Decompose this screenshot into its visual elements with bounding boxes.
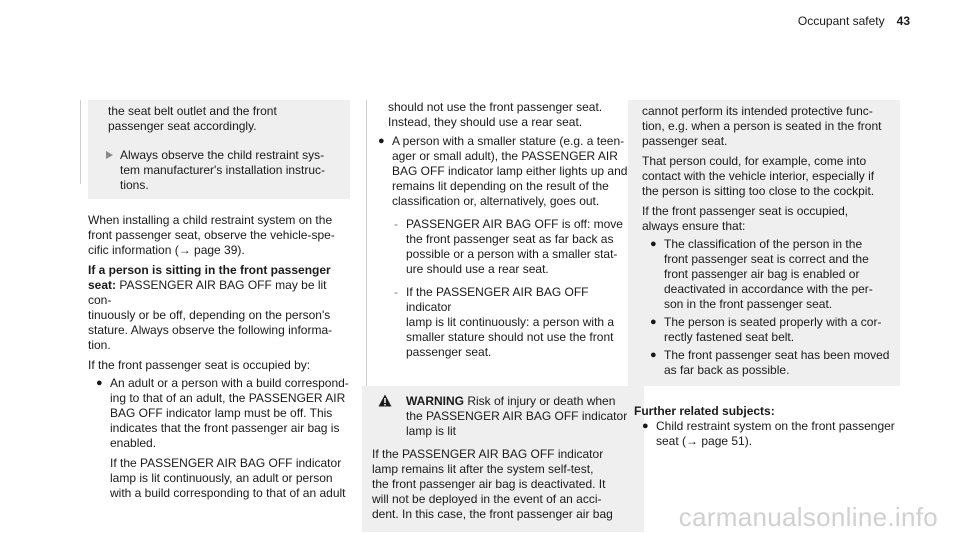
instruction-continuation: the seat belt outlet and the front passenger seat accordingly.	[108, 104, 277, 133]
sub-list-item: - PASSENGER AIR BAG OFF is off: move the front passenger seat as far back as possible or a person with a smaller stat- ure should use a rear seat.	[394, 217, 623, 276]
further-subjects-title: Further related subjects:	[634, 404, 775, 418]
warning-box-continuation	[628, 100, 900, 386]
warning-box	[362, 386, 644, 532]
further-subjects	[634, 404, 900, 449]
list-item: ● A person with a smaller stature (e.g. a teen- ager or small adult), the PASSENGER AIR BAG OFF indicator lamp either lights up and remains lit depending on the result of the classification or, alternatively, goes out. - PASSENGER AIR BAG OFF is off: move the front passenger seat as far back as possible or a person with a smaller stat- ure should use a rear seat. - If the PASSENGER AIR BAG OFF indicator lamp is lit continuously: a person with a smaller stature should not use the front passenger seat.	[370, 134, 632, 360]
list-item-subparagraph: If the PASSENGER AIR BAG OFF indicator lamp is lit continuously, an adult or person with a build corresponding to that of an adult	[110, 456, 346, 500]
bullet-icon: ●	[650, 316, 657, 328]
bullet-icon: ●	[642, 420, 649, 432]
triangle-right-icon	[106, 151, 113, 159]
list-item: ● The front passenger seat has been moved as far back as possible.	[650, 348, 890, 377]
section-title: Occupant safety	[797, 14, 885, 28]
paragraph-install: When installing a child restraint system on the front passenger seat, observe the vehicle-spe- cific information (→ page 39).	[88, 213, 335, 257]
bullet-icon: ●	[378, 135, 385, 147]
column-3	[634, 100, 900, 449]
warning-triangle-icon	[378, 394, 392, 407]
column-divider	[366, 100, 367, 430]
dash-icon: -	[394, 285, 398, 299]
instruction-step	[108, 148, 340, 193]
list-item: ● An adult or a person with a build correspond- ing to that of an adult, the PASSENGER AIR BAG OFF indicator lamp must be off. This indicates that the front passenger air bag is enabled. If the PASSENGER AIR BAG OFF indicator lamp is lit continuously, an adult or person with a build corresponding to that of an adult	[96, 376, 349, 500]
instruction-step-text: Always observe the child restraint sys- tem manufacturer's installation instruc- tions.	[120, 148, 326, 192]
paragraph-occupied-by: If the front passenger seat is occupied by:	[88, 358, 311, 372]
bullet-icon: ●	[96, 377, 103, 389]
instruction-box	[88, 100, 350, 199]
warning-text: If the PASSENGER AIR BAG OFF indicator lamp remains lit after the system self-test, the front passenger air bag is deactivated. It will not be deployed in the event of an acci- dent. In this case, the front passenger air bag	[372, 447, 613, 521]
sub-list-item: - If the PASSENGER AIR BAG OFF indicator lamp is lit continuously: a person with a smaller stature should not use the front passenger seat.	[394, 285, 615, 359]
bullet-icon: ●	[650, 349, 657, 361]
list-item: ● The classification of the person in the front passenger seat is correct and the front passenger air bag is enabled or deactivated in accordance with the per- son in the front passenger seat.	[650, 237, 873, 311]
page-number: 43	[896, 14, 910, 28]
warning-paragraph: If the front passenger seat is occupied, always ensure that:	[642, 204, 849, 233]
watermark: carmanualsonline.info	[678, 502, 938, 532]
bullet-icon: ●	[650, 238, 657, 250]
dash-icon: -	[394, 217, 398, 231]
warning-label: WARNING	[406, 394, 464, 408]
column-2	[370, 100, 632, 532]
list-item: ● The person is seated properly with a cor- rectly fastened seat belt.	[650, 315, 882, 344]
warning-continuation: cannot perform its intended protective func- tion, e.g. when a person is seated in the front passenger seat.	[642, 104, 882, 148]
column-1	[88, 100, 350, 501]
further-subject-link[interactable]: ● Child restraint system on the front passenger seat (→ page 51).	[642, 419, 895, 448]
page-header	[798, 14, 910, 29]
paragraph-person-sitting: If a person is sitting in the front passenger seat: PASSENGER AIR BAG OFF may be lit con- tinuously or be off, depending on the person's stature. Always observe the following informa- tion.	[88, 263, 333, 352]
warning-heading: WARNING Risk of injury or death when the PASSENGER AIR BAG OFF indicator lamp is lit	[372, 394, 634, 439]
list-item-continuation: should not use the front passenger seat. Instead, they should use a rear seat.	[388, 100, 603, 129]
warning-paragraph: That person could, for example, come into contact with the vehicle interior, especially if the person is sitting too close to the cockpit.	[642, 154, 875, 198]
box-left-edge	[80, 100, 81, 184]
